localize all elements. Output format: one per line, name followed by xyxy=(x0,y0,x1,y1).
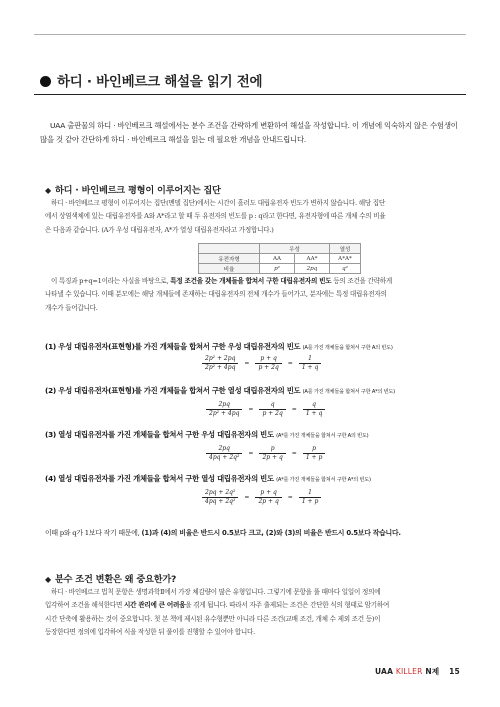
paragraph-2 xyxy=(45,275,465,315)
denominator: p + 2q xyxy=(258,364,279,371)
footer-edition: N제 xyxy=(425,667,440,676)
section-title-text: 하디 · 바인베르크 해설을 읽기 전에 xyxy=(57,74,263,90)
intro-line-1: UAA 출판물의 하디 · 바인베르크 해설에서는 분수 조건을 간략하게 변환하여 해설을 작성합니다. 이 개념에 익숙하지 않은 수험생이 xyxy=(50,121,458,130)
para3-line-2 xyxy=(45,599,465,612)
fraction xyxy=(202,489,238,506)
numerator: p + q xyxy=(255,489,281,498)
fraction xyxy=(202,355,238,372)
fraction xyxy=(303,445,326,462)
item-4-text: (4) 열성 대립유전자를 가진 개체들을 합쳐서 구한 열성 대립유전자의 빈도 xyxy=(45,474,277,483)
table-ratio-cell: 2pq xyxy=(295,264,330,274)
numerator: p xyxy=(259,445,285,454)
para3-line-1: 하디 · 바인베르크 법칙 문항은 생명과학Ⅱ에서 가장 체감량이 많은 유형입니다. 그렇기에 문항을 풀 때마다 일일이 정의에 xyxy=(51,588,381,596)
numerator: q xyxy=(303,401,326,410)
equals-sign: = xyxy=(244,360,250,367)
conclusion-text: 이때 p와 q가 1보다 작기 때문에, xyxy=(45,529,142,537)
fraction xyxy=(259,445,285,462)
section-title xyxy=(40,70,262,90)
fraction xyxy=(299,489,322,506)
table-genotype-cell: A*A* xyxy=(330,254,361,264)
item-3-note: (A*를 가진 개체들을 합쳐서 구한 A의 빈도) xyxy=(276,433,369,439)
equals-sign: = xyxy=(248,406,254,413)
footer-brand: UAA xyxy=(375,667,394,676)
subsection-heading-1 xyxy=(45,182,221,196)
bullet-dot-icon xyxy=(40,76,51,87)
fraction xyxy=(259,401,285,418)
denominator: 2p + q xyxy=(258,498,279,505)
denominator: 1 + p xyxy=(305,454,323,461)
diamond-bullet-icon: ◆ xyxy=(45,186,51,195)
genotype-ratio-table xyxy=(198,243,361,274)
para1-line-3: 은 다음과 같습니다. (A가 우성 대립유전자, A*가 열성 대립유전자라고 가정합니다.) xyxy=(45,225,274,234)
para2-bold: 특정 조건을 갖는 개체들을 합쳐서 구한 대립유전자의 빈도 xyxy=(170,277,332,285)
subsection-1-title: 하디 · 바인베르크 평형이 이루어지는 집단 xyxy=(54,185,221,196)
para3-bold: 시간 관리에 큰 어려움 xyxy=(123,601,186,610)
para3-text: 입각하여 조건을 해석한다면 xyxy=(45,601,124,610)
conclusion xyxy=(45,527,465,537)
paragraph-3 xyxy=(45,586,465,640)
para1-line-2: 에서 상염색체에 있는 대립유전자를 A와 A*라고 할 때 두 유전자의 빈도를 p : q라고 한다면, 유전자형에 따른 개체 수의 비율 xyxy=(45,212,386,221)
paragraph-1 xyxy=(45,197,465,237)
intro-line-2: 많을 것 같아 간단하게 하디 · 바인베르크 해설을 읽는 데 필요한 개념을 안내드립니다. xyxy=(40,135,307,144)
equals-sign: = xyxy=(291,450,297,457)
item-2-formula xyxy=(206,401,325,418)
item-3-label xyxy=(45,430,368,440)
para3-line-4: 등장한다면 정의에 입각하여 식을 작성한 뒤 풀이를 진행할 수 있어야 합니다. xyxy=(45,628,256,637)
fraction xyxy=(206,445,242,462)
table-genotype-cell: AA* xyxy=(295,254,330,264)
top-rule xyxy=(34,34,466,35)
numerator: p + q xyxy=(255,355,281,364)
denominator: 2p + q xyxy=(262,454,283,461)
intro-paragraph xyxy=(40,119,464,147)
table-header-dominant: 우성 xyxy=(260,244,330,254)
denominator: 2p² + 4pq xyxy=(209,410,240,417)
footer-series: KILLER xyxy=(395,667,423,676)
subsection-2-title: 분수 조건 변환은 왜 중요한가? xyxy=(54,574,177,585)
item-3-text: (3) 열성 대립유전자를 가진 개체들을 합쳐서 구한 우성 대립유전자의 빈도 xyxy=(45,430,277,439)
denominator: p + 2q xyxy=(262,410,283,417)
denominator: 1 + q xyxy=(305,410,323,417)
diamond-bullet-icon: ◆ xyxy=(45,575,51,584)
item-1-note: (A를 가진 개체들을 합쳐서 구한 A의 빈도) xyxy=(302,345,393,351)
table-genotype-cell: AA xyxy=(260,254,295,264)
item-3-formula xyxy=(206,445,325,462)
para2-line-1 xyxy=(45,275,465,288)
denominator: 1 + p xyxy=(301,498,319,505)
numerator: 1 xyxy=(299,489,322,498)
fraction xyxy=(299,355,322,372)
item-2-note: (A를 가진 개체들을 합쳐서 구한 A*의 빈도) xyxy=(302,389,395,395)
table-ratio-cell: q² xyxy=(330,264,361,274)
denominator: 4pq + 2q² xyxy=(209,454,240,461)
denominator: 4pq + 2q² xyxy=(205,498,236,505)
numerator: 1 xyxy=(299,355,322,364)
table-ratio-label: 비율 xyxy=(199,264,260,274)
item-2-text: (2) 우성 대립유전자(표현형)를 가진 개체들을 합쳐서 구한 열성 대립유전자의 빈도 xyxy=(45,386,303,395)
item-1-text: (1) 우성 대립유전자(표현형)를 가진 개체들을 합쳐서 구한 우성 대립유전자의 빈도 xyxy=(45,342,303,351)
para3-text: 을 겪게 됩니다. 따라서 자주 출제되는 조건은 간단한 식의 형태로 암기하여 xyxy=(185,601,390,610)
numerator: 2p² + 2pq xyxy=(202,355,238,364)
numerator: 2pq xyxy=(206,401,242,410)
item-4-formula xyxy=(202,489,321,506)
item-4-label xyxy=(45,474,371,484)
conclusion-bold: (1)과 (4)의 비율은 반드시 0.5보다 크고, (2)와 (3)의 비율은 반드시 0.5보다 작습니다. xyxy=(141,529,401,537)
equals-sign: = xyxy=(248,450,254,457)
page-number: 15 xyxy=(449,667,460,676)
equals-sign: = xyxy=(291,406,297,413)
equals-sign: = xyxy=(287,360,293,367)
para2-line-2: 나타낼 수 있습니다. 이때 분모에는 해당 개체들에 존재하는 대립유전자의 전체 개수가 들어가고, 분자에는 특정 대립유전자의 xyxy=(45,290,387,299)
table-genotype-label: 유전자형 xyxy=(199,254,260,264)
item-1-label xyxy=(45,342,393,352)
table-header-recessive: 열성 xyxy=(330,244,361,254)
para2-line-3: 개수가 들어갑니다. xyxy=(45,303,98,312)
item-4-note: (A*를 가진 개체들을 합쳐서 구한 A*의 빈도) xyxy=(276,477,371,483)
numerator: q xyxy=(259,401,285,410)
para3-line-3: 시간 단축에 활용하는 것이 중요합니다. 첫 본 책에 제시된 유수형뿐만 아니라 다른 조건(교배 조건, 개체 수 제외 조건 등)이 xyxy=(45,614,381,623)
numerator: p xyxy=(303,445,326,454)
para2-text: 등의 조건을 간략하게 xyxy=(331,277,393,285)
numerator: 2pq + 2q² xyxy=(202,489,238,498)
table-corner xyxy=(199,244,260,254)
section-rule xyxy=(34,94,466,95)
fraction xyxy=(206,401,242,418)
fraction xyxy=(255,355,281,372)
equals-sign: = xyxy=(244,494,250,501)
denominator: 2p² + 4pq xyxy=(205,364,236,371)
page-footer xyxy=(375,666,460,677)
item-2-label xyxy=(45,386,395,396)
fraction xyxy=(255,489,281,506)
numerator: 2pq xyxy=(206,445,242,454)
item-1-formula xyxy=(202,355,321,372)
denominator: 1 + q xyxy=(301,364,319,371)
para2-text: 이 특징과 p+q=1이라는 사실을 바탕으로, xyxy=(51,277,171,285)
subsection-heading-2 xyxy=(45,571,176,585)
fraction xyxy=(303,401,326,418)
equals-sign: = xyxy=(287,494,293,501)
table-ratio-cell: p² xyxy=(260,264,295,274)
para1-line-1: 하디 · 바인베르크 평형이 이루어지는 집단(멘델 집단)에서는 시간이 흘러도 대립유전자 빈도가 변하지 않습니다. 해당 집단 xyxy=(51,199,386,207)
